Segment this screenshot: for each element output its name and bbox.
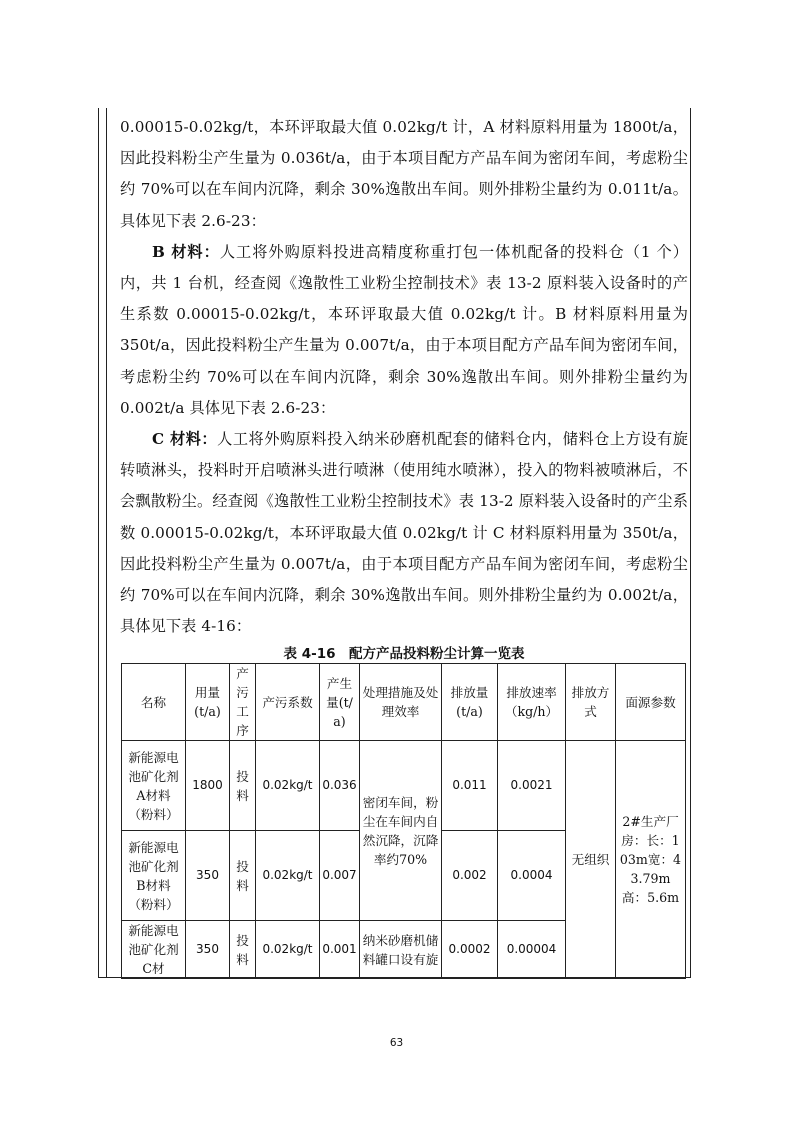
cell-factor: 0.02kg/t — [256, 831, 320, 921]
dust-calculation-table — [121, 663, 686, 979]
cell-usage: 350 — [186, 831, 230, 921]
cell-name: 新能源电池矿化剂B材料（粉料） — [122, 831, 186, 921]
cell-measure-shared: 密闭车间，粉尘在车间内自然沉降，沉降率约70% — [360, 741, 442, 921]
header-factor: 产污系数 — [256, 664, 320, 741]
cell-rate: 0.0004 — [498, 831, 566, 921]
header-mode: 排放方式 — [566, 664, 616, 741]
paragraph-a-material: 0.00015-0.02kg/t，本环评取最大值 0.02kg/t 计，A 材料原料用量为 1800t/a，因此投料粉尘产生量为 0.036t/a，由于本项目配方产品车间为密闭车间，考虑粉尘约 70%可以在车间内沉降，剩余 30%逸散出车间。则外排粉尘量约为 0.011t/a。具体见下表 2.6-23： — [120, 118, 688, 230]
cell-output: 0.007 — [320, 831, 360, 921]
header-source: 面源参数 — [616, 664, 686, 741]
cell-usage: 1800 — [186, 741, 230, 831]
cell-emission: 0.002 — [442, 831, 498, 921]
cell-process: 投料 — [230, 831, 256, 921]
header-process: 产污工序 — [230, 664, 256, 741]
cell-rate: 0.0021 — [498, 741, 566, 831]
table-row — [122, 741, 686, 831]
header-output: 产生量(t/a) — [320, 664, 360, 741]
page-number: 63 — [389, 1037, 404, 1049]
cell-output: 0.001 — [320, 921, 360, 979]
table-caption: 表 4-16 配方产品投料粉尘计算一览表 — [283, 646, 525, 662]
cell-name: 新能源电池矿化剂C材 — [122, 921, 186, 979]
cell-process: 投料 — [230, 921, 256, 979]
cell-factor: 0.02kg/t — [256, 921, 320, 979]
cell-emission-mode: 无组织 — [566, 741, 616, 979]
cell-emission: 0.011 — [442, 741, 498, 831]
b-material-body: 人工将外购原料投进高精度称重打包一体机配备的投料仓（1 个）内，共 1 台机，经查阅《逸散性工业粉尘控制技术》表 13-2 原料装入设备时的产生系数 0.00015-0.02kg/t，本环评取最大值 0.02kg/t 计。B 材料原料用量为 350t/a，因此投料粉尘产生量为 0.007t/a，由于本项目配方产品车间为密闭车间，考虑粉尘约 70%可以在车间内沉降，剩余 30%逸散出车间。则外排粉尘量约为 0.002t/a 具体见下表 2.6-23： — [120, 242, 688, 417]
cell-factor: 0.02kg/t — [256, 741, 320, 831]
frame-inner-line — [106, 108, 107, 977]
header-rate: 排放速率（kg/h） — [498, 664, 566, 741]
header-emission: 排放量(t/a) — [442, 664, 498, 741]
cell-usage: 350 — [186, 921, 230, 979]
cell-name: 新能源电池矿化剂A材料（粉料） — [122, 741, 186, 831]
c-material-lead: C 材料： — [152, 430, 218, 449]
c-material-body: 人工将外购原料投入纳米砂磨机配套的储料仓内，储料仓上方设有旋转喷淋头，投料时开启喷淋头进行喷淋（使用纯水喷淋），投入的物料被喷淋后，不会飘散粉尘。经查阅《逸散性工业粉尘控制技术》表 13-2 原料装入设备时的产尘系数 0.00015-0.02kg/t，本环评取最大值 0.02kg/t 计 C 材料原料用量为 350t/a，因此投料粉尘产生量为 0.007t/a，由于本项目配方产品车间为密闭车间，考虑粉尘约 70%可以在车间内沉降，剩余 30%逸散出车间。则外排粉尘量约为 0.002t/a，具体见下表 4-16： — [120, 430, 688, 636]
cell-source-params: 2#生产厂房：长：103m宽：43.79m高：5.6m — [616, 741, 686, 979]
paragraph-b-material — [120, 237, 688, 424]
cell-rate: 0.00004 — [498, 921, 566, 979]
body-text — [120, 112, 688, 642]
cell-output: 0.036 — [320, 741, 360, 831]
b-material-lead: B 材料： — [152, 242, 220, 261]
header-usage: 用量(t/a) — [186, 664, 230, 741]
header-name: 名称 — [122, 664, 186, 741]
header-measure: 处理措施及处理效率 — [360, 664, 442, 741]
paragraph-c-material — [120, 424, 688, 642]
table-header-row — [122, 664, 686, 741]
cell-measure-c: 纳米砂磨机储料罐口设有旋 — [360, 921, 442, 979]
cell-process: 投料 — [230, 741, 256, 831]
cell-emission: 0.0002 — [442, 921, 498, 979]
